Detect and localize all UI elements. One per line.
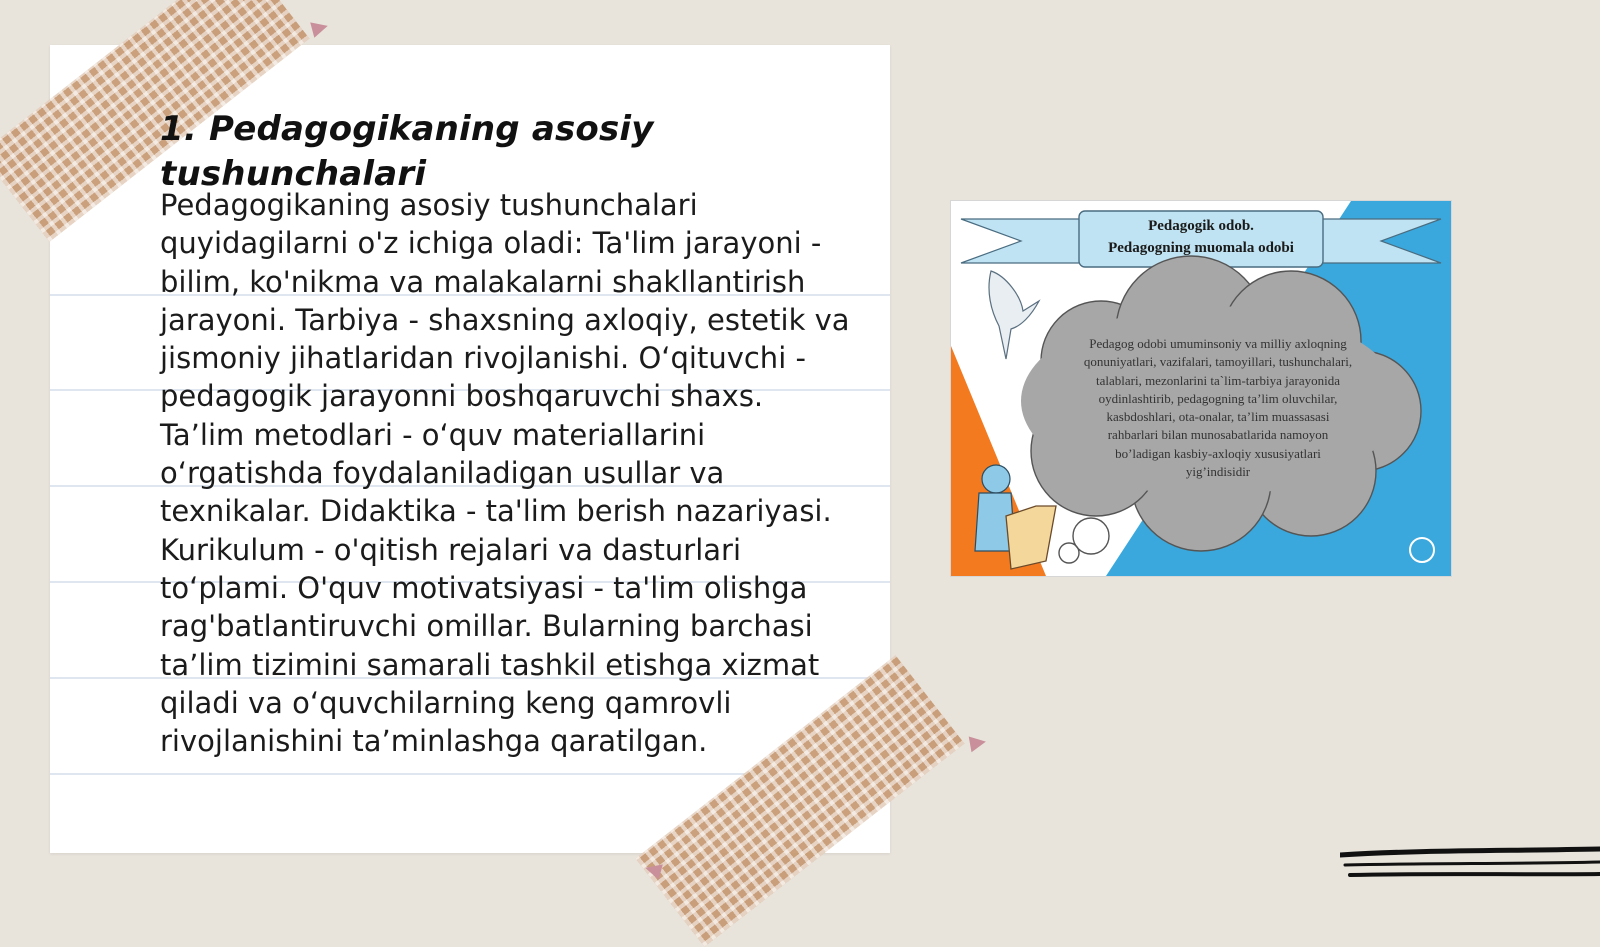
tape-corner-decoration bbox=[969, 734, 988, 753]
slide-body-text: Pedagogikaning asosiy tushunchalari quyidagilarni o'z ichiga oladi: Ta'lim jarayoni - bilim, ko'nikma va malakalarni shakllantirish jarayoni. Tarbiya - shaxsning axloqiy, estetik va jismoniy jihatlaridan rivojlanishi. O‘qituvchi - pedagogik jarayonni boshqaruvchi shaxs. Ta’lim metodlari - o‘quv materiallarini o‘rgatishda foydalaniladigan usullar va texnikalar. Didaktika - ta'lim berish nazariyasi. Kurikulum - o'qitish rejalari va dasturlari to‘plami. O'quv motivatsiyasi - ta'lim olishga rag'batlantiruvchi omillar. Bularning barchasi ta’lim tizimini samarali tashkil etishga xizmat qiladi va o‘quvchilarning keng qamrovli rivojlanishini ta’minlashga qaratilgan. bbox=[160, 188, 850, 759]
image-banner-title bbox=[1081, 215, 1321, 259]
tape-corner-decoration bbox=[310, 18, 330, 38]
dove-icon bbox=[989, 271, 1039, 359]
slide-title: 1. Pedagogikaning asosiy tushunchalari bbox=[160, 109, 654, 194]
embedded-slide-image bbox=[950, 200, 1452, 577]
image-banner-line-1: Pedagogik odob. bbox=[1148, 218, 1254, 234]
decorative-brush-lines bbox=[1340, 845, 1600, 885]
image-cloud-text: Pedagog odobi umuminsoniy va milliy axloqning qonuniyatlari, vazifalari, tamoyillari, tushunchalari, talablari, mezonlarini ta`lim-tarbiya jarayonida oydinlashtirib, pedagogning ta’lim oluvchilar, kasbdoshlari, ota-onalar, ta’lim muassasasi rahbarlari bilan munosabatlarida namoyon bo’ladigan kasbiy-axloqiy xususiyatlari yig’indisidir bbox=[1083, 336, 1353, 480]
slide-number-icon bbox=[1409, 537, 1435, 563]
open-book-icon bbox=[1006, 506, 1056, 569]
image-banner-line-2: Pedagogning muomala odobi bbox=[1108, 240, 1294, 256]
